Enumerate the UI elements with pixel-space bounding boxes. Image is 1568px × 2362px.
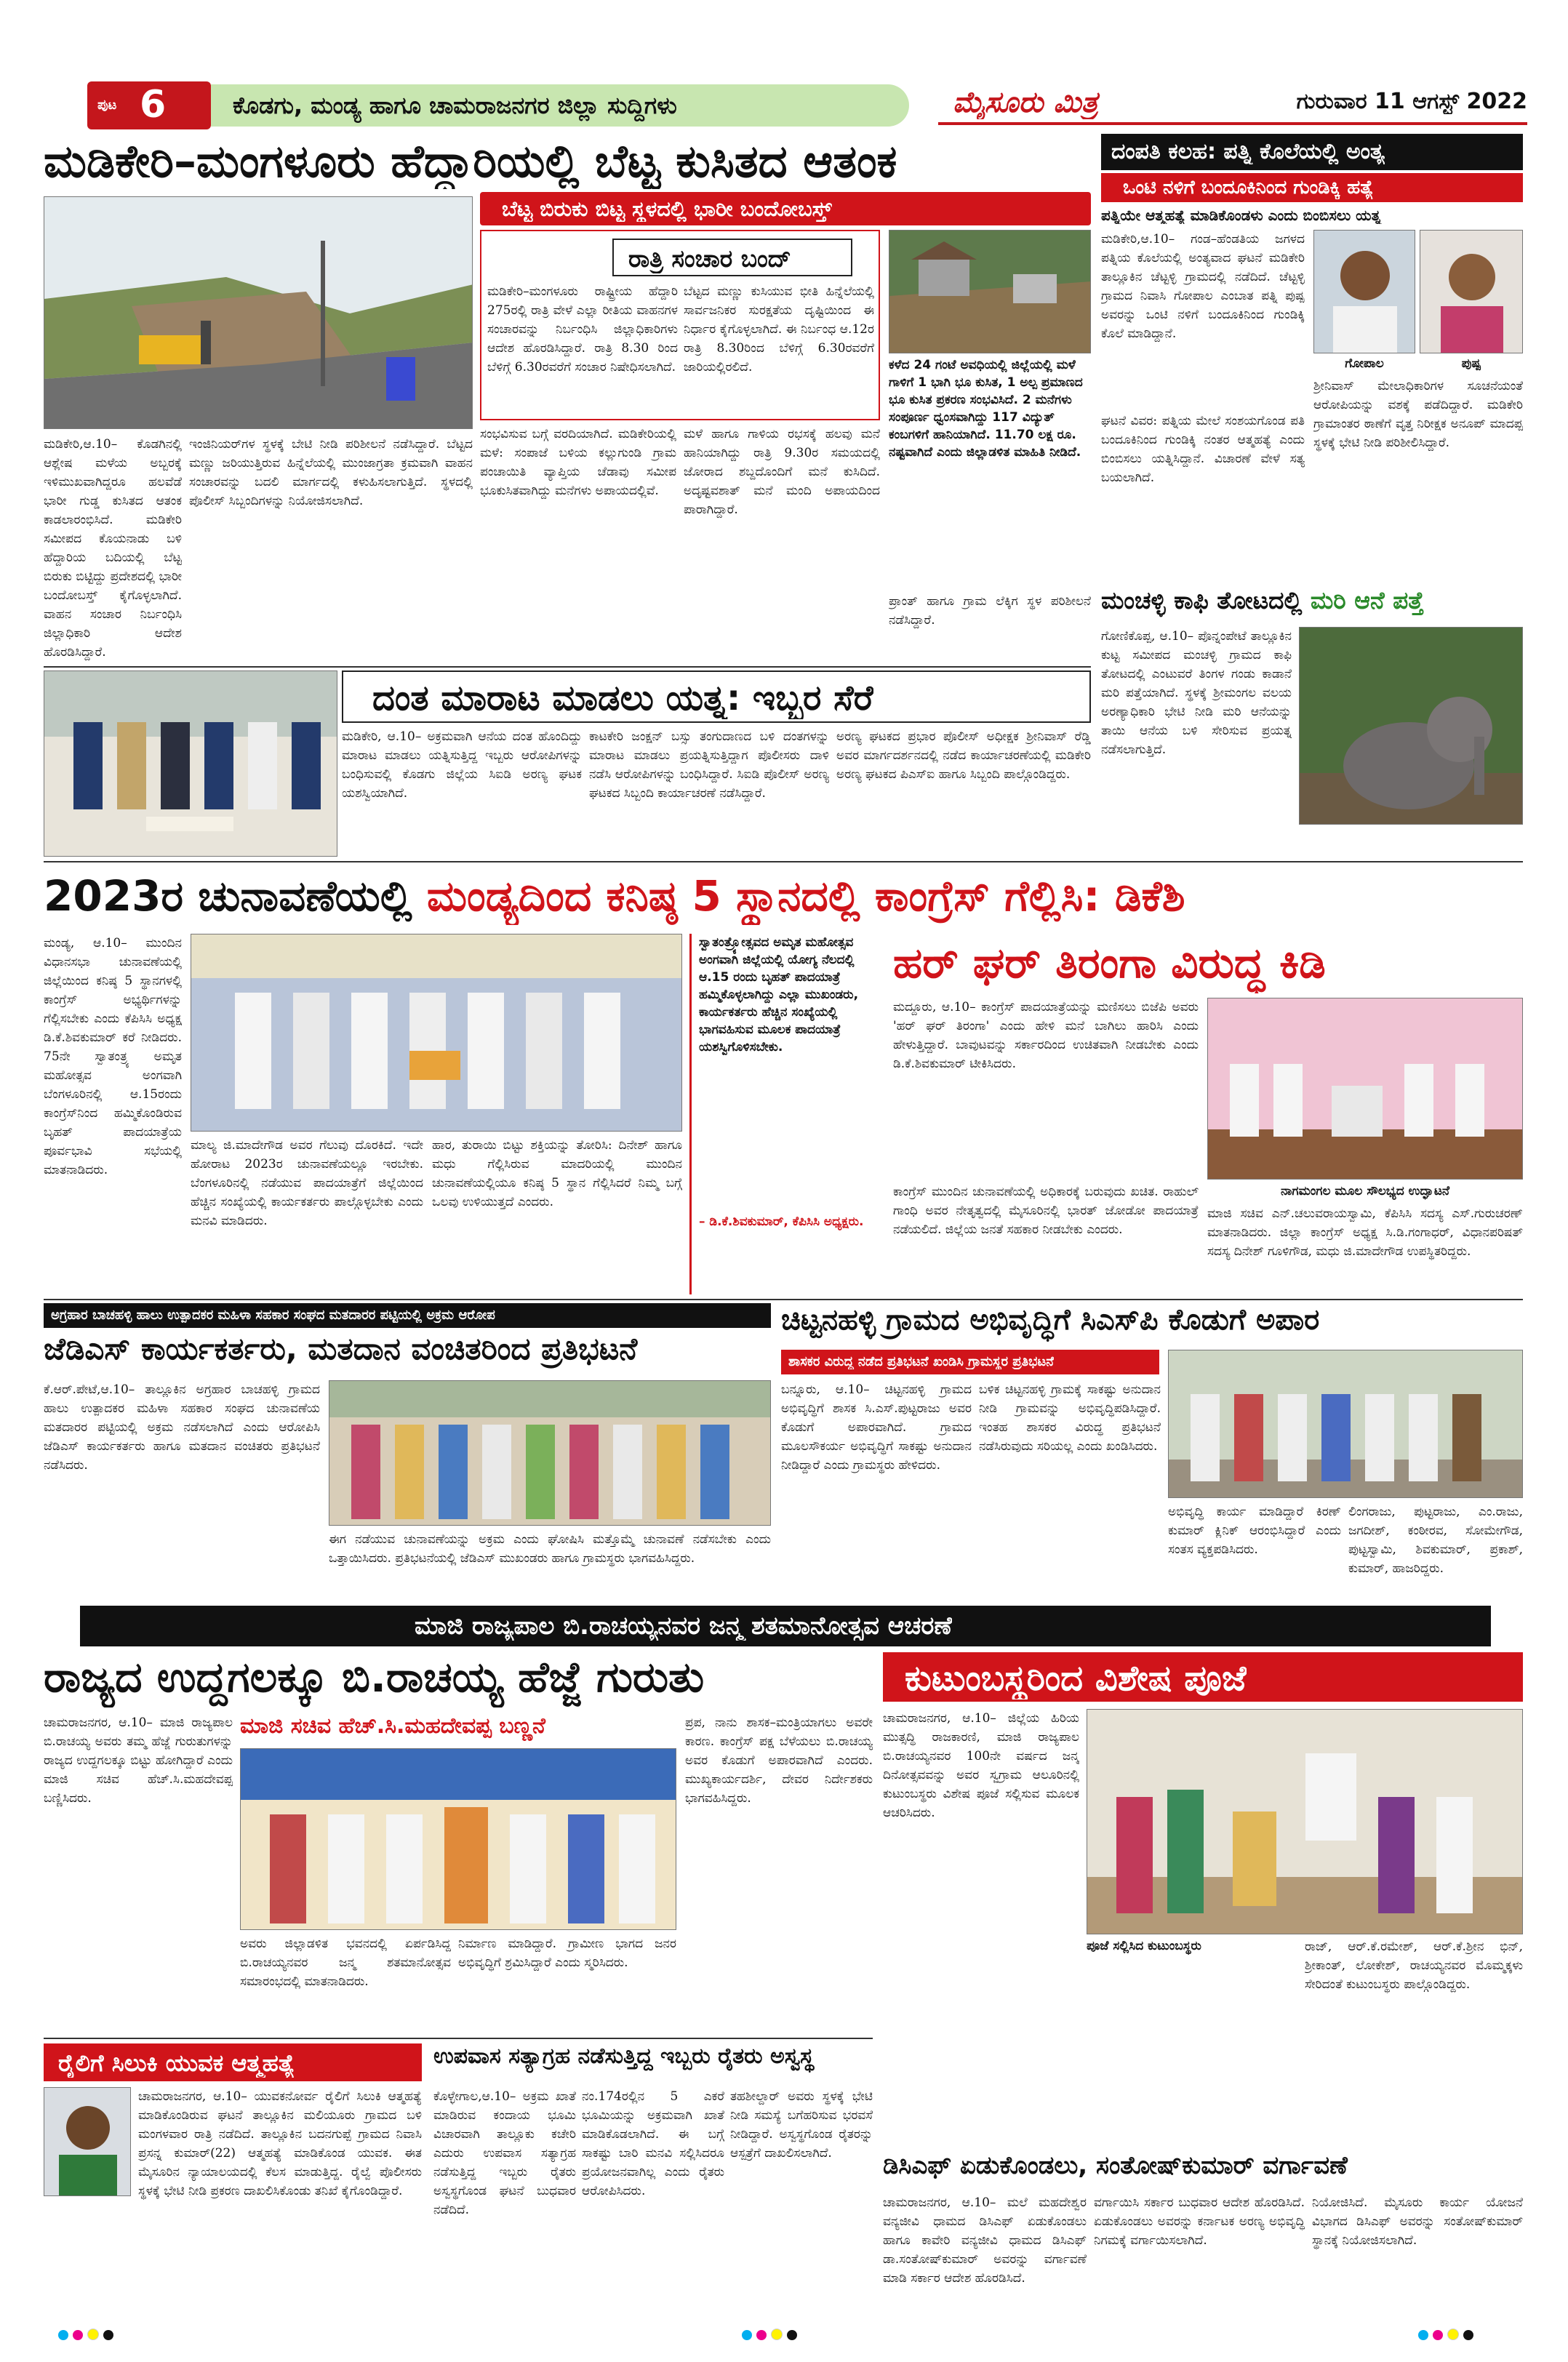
story11-headline-bar (44, 2043, 422, 2081)
story3-body: ಗೋಣಿಕೊಪ್ಪ, ಆ.10– ಪೊನ್ನಂಪೇಟೆ ತಾಲ್ಲೂಕಿನ ಕುಟ್ಟ ಸಮೀಪದ ಮಂಚಳ್ಳಿ ಗ್ರಾಮದ ಕಾಫಿ ತೋಟದಲ್ಲಿ ಎಂಟುವರೆ ತಿಂಗಳ ಗಂಡು ಕಾಡಾನೆ ಮರಿ ಪತ್ತೆಯಾಗಿದೆ. ಸ್ಥಳಕ್ಕೆ ಶ್ರೀಮಂಗಲ ವಲಯ ಅರಣ್ಯಾಧಿಕಾರಿ ಭೇಟಿ ನೀಡಿ ಮರಿ ಆನೆಯನ್ನು ತಾಯಿ ಆನೆಯ ಬಳಿ ಸೇರಿಸುವ ಪ್ರಯತ್ನ ನಡೆಸಲಾಗುತ್ತಿದೆ. (1101, 629, 1292, 757)
story2-subhead-bar (1101, 173, 1523, 202)
story1-flood-caption: ಕಳೆದ 24 ಗಂಟೆ ಅವಧಿಯಲ್ಲಿ ಜಿಲ್ಲೆಯಲ್ಲಿ ಮಳೆ ಗಾಳಿಗೆ 1 ಭಾಗಿ ಭೂ ಕುಸಿತ, 1 ಅಲ್ಪ ಪ್ರಮಾಣದ ಭೂ ಕುಸಿತ ಪ್ರಕರಣ ಸಂಭವಿಸಿದೆ. 2 ಮನೆಗಳು ಸಂಪೂರ್ಣ ಧ್ವಂಸವಾಗಿದ್ದು 117 ವಿದ್ಯುತ್ ಕಂಬಗಳಿಗೆ ಹಾನಿಯಾಗಿದೆ. 11.70 ಲಕ್ಷ ರೂ. ನಷ್ಟವಾಗಿದೆ ಎಂದು ಜಿಲ್ಲಾಡಳಿತ ಮಾಹಿತಿ ನೀಡಿದೆ. (889, 358, 1083, 460)
story8-photo-villagers (1168, 1350, 1523, 1498)
page-number: 6 (140, 83, 167, 127)
story7-kicker: ಅಗ್ರಹಾರ ಬಾಚಹಳ್ಳಿ ಹಾಲು ಉತ್ಪಾದಕರ ಮಹಿಳಾ ಸಹಕಾರ ಸಂಘದ ಮತದಾರರ ಪಟ್ಟಿಯಲ್ಲಿ ಅಕ್ರಮ ಆರೋಪ (51, 1308, 495, 1323)
story6-photo-caption: ನಾಗಮಂಗಲ ಮೂಲ ಸೌಲಭ್ಯದ ಉದ್ಘಾಟನೆ (1280, 1184, 1450, 1198)
story5-col1: ಮಂಡ್ಯ, ಆ.10– ಮುಂದಿನ ವಿಧಾನಸಭಾ ಚುನಾವಣೆಯಲ್ಲಿ ಜಿಲ್ಲೆಯಿಂದ ಕನಿಷ್ಠ 5 ಸ್ಥಾನಗಳಲ್ಲಿ ಕಾಂಗ್ರೆಸ್ ಅಭ್ಯರ್ಥಿಗಳನ್ನು ಗೆಲ್ಲಿಸಬೇಕು ಎಂದು ಕೆಪಿಸಿಸಿ ಅಧ್ಯಕ್ಷ ಡಿ.ಕೆ.ಶಿವಕುಮಾರ್ ಕರೆ ನೀಡಿದರು. 75ನೇ ಸ್ವಾತಂತ್ರ್ಯ ಅಮೃತ ಮಹೋತ್ಸವ ಅಂಗವಾಗಿ ಬೆಂಗಳೂರಿನಲ್ಲಿ ಆ.15ರಂದು ಕಾಂಗ್ರೆಸ್‌ನಿಂದ ಹಮ್ಮಿಕೊಂಡಿರುವ ಬೃಹತ್ ಪಾದಯಾತ್ರೆಯ ಪೂರ್ವಭಾವಿ ಸಭೆಯಲ್ಲಿ ಮಾತನಾಡಿದರು. (44, 936, 182, 1177)
story2-photo-gopala (1313, 230, 1415, 353)
story9-col1: ಚಾಮರಾಜನಗರ, ಆ.10– ಮಾಜಿ ರಾಜ್ಯಪಾಲ ಬಿ.ರಾಚಯ್ಯ ಅವರು ತಮ್ಮ ಹೆಜ್ಜೆ ಗುರುತುಗಳನ್ನು ರಾಜ್ಯದ ಉದ್ದಗಲಕ್ಕೂ ಬಿಟ್ಟು ಹೋಗಿದ್ದಾರೆ ಎಂದು ಮಾಜಿ ಸಚಿವ ಹೆಚ್.ಸಿ.ಮಹದೇವಪ್ಪ ಬಣ್ಣಿಸಿದರು. (44, 1716, 233, 1806)
pushpa-portrait-image (1420, 231, 1523, 353)
story7-col2: ಈಗ ನಡೆಯುವ ಚುನಾವಣೆಯನ್ನು ಅಕ್ರಮ ಎಂದು ಘೋಷಿಸಿ ಮತ್ತೊಮ್ಮೆ ಚುನಾವಣೆ ನಡೆಸಬೇಕು ಎಂದು ಒತ್ತಾಯಿಸಿದರು. ಪ್ರತಿಭಟನೆಯಲ್ಲಿ ಜೆಡಿಎಸ್ ಮುಖಂಡರು ಹಾಗೂ ಗ್ರಾಮಸ್ಥರು ಭಾಗವಹಿಸಿದ್ದರು. (329, 1532, 771, 1566)
magenta-dot (756, 2330, 767, 2340)
story6-headline: ಹರ್ ಘರ್ ತಿರಂಗಾ ವಿರುದ್ಧ ಕಿಡಿ (893, 938, 1326, 988)
story10-headline-bar (883, 1652, 1523, 1702)
centenary-banner-text: ಮಾಜಿ ರಾಜ್ಯಪಾಲ ಬಿ.ರಾಚಯ್ಯನವರ ಜನ್ಮ ಶತಮಾನೋತ್ಸವ ಆಚರಣೆ (415, 1612, 953, 1641)
cyan-dot (1418, 2330, 1428, 2340)
story1-box-title-bar (612, 239, 852, 276)
story1-night-closure-box (480, 230, 880, 420)
villagers-group-image (1169, 1350, 1523, 1498)
family-pooja-image (1087, 1710, 1523, 1934)
centenary-ceremony-image (241, 1749, 676, 1930)
masthead-rule (938, 122, 1527, 125)
story6-body1: ಮದ್ದೂರು, ಆ.10– ಕಾಂಗ್ರೆಸ್ ಪಾದಯಾತ್ರೆಯನ್ನು ಮಣಿಸಲು ಬಿಜೆಪಿ ಅವರು 'ಹರ್ ಘರ್ ತಿರಂಗಾ' ಎಂದು ಹೇಳಿ ಮನೆ ಬಾಗಿಲು ಹಾರಿಸಿ ಎಂದು ಹೇಳುತ್ತಿದ್ದಾರೆ. ಬಾವುಟವನ್ನು ಸರ್ಕಾರದಿಂದ ಉಚಿತವಾಗಿ ನೀಡಬೇಕು ಎಂದು ಡಿ.ಕೆ.ಶಿವಕುಮಾರ್ ಟೀಕಿಸಿದರು. (893, 1000, 1199, 1071)
story8-col2: ಬಳಿಕ ಚಿಟ್ಟನಹಳ್ಳಿ ಗ್ರಾಮಕ್ಕೆ ಸಾಕಷ್ಟು ಅನುದಾನ ನೀಡಿ ಗ್ರಾಮವನ್ನು ಅಭಿವೃದ್ಧಿಪಡಿಸಿದ್ದಾರೆ. ಇಂತಹ ಶಾಸಕರ ವಿರುದ್ಧ ಪ್ರತಿಭಟನೆ ನಡೆಸಿರುವುದು ಸರಿಯಲ್ಲ ಎಂದು ಖಂಡಿಸಿದರು. (979, 1382, 1161, 1454)
highway-landslide-image (44, 197, 473, 429)
story13-col3: ನಿಯೋಜಿಸಿದೆ. ಮೈಸೂರು ಕಾರ್ಯ ಯೋಜನೆ ವಿಭಾಗದ ಡಿಸಿಎಫ್ ಅವರನ್ನು ಸಂತೋಷ್‌ಕುಮಾರ್ ಸ್ಥಾನಕ್ಕೆ ನಿಯೋಜಿಸಲಾಗಿದೆ. (1312, 2195, 1523, 2248)
victim-portrait-image (44, 2088, 131, 2196)
story5-quote: ಸ್ವಾತಂತ್ರ್ಯೋತ್ಸವದ ಅಮೃತ ಮಹೋತ್ಸವ ಅಂಗವಾಗಿ ಜಿಲ್ಲೆಯಲ್ಲಿ ಯೋಗ್ಯ ನೆಲದಲ್ಲಿ ಆ.15 ರಂದು ಬೃಹತ್ ಪಾದಯಾತ್ರೆ ಹಮ್ಮಿಕೊಳ್ಳಲಾಗಿದ್ದು ಎಲ್ಲಾ ಮುಖಂಡರು, ಕಾರ್ಯಕರ್ತರು ಹೆಚ್ಚಿನ ಸಂಖ್ಯೆಯಲ್ಲಿ ಭಾಗವಹಿಸುವ ಮೂಲಕ ಪಾದಯಾತ್ರೆ ಯಶಸ್ವಿಗೊಳಿಸಬೇಕು. (699, 935, 859, 1054)
story1-headline: ಮಡಿಕೇರಿ–ಮಂಗಳೂರು ಹೆದ್ದಾರಿಯಲ್ಲಿ ಬೆಟ್ಟ ಕುಸಿತದ ಆತಂಕ (44, 135, 897, 188)
gopala-portrait-image (1314, 231, 1415, 353)
divider-row1 (44, 666, 1091, 668)
story1-box-title: ರಾತ್ರಿ ಸಂಚಾರ ಬಂದ್ (628, 244, 791, 273)
story4-headline: ದಂತ ಮಾರಾಟ ಮಾಡಲು ಯತ್ನ: ಇಬ್ಬರ ಸೆರೆ (372, 678, 873, 718)
registration-dots-right (1418, 2329, 1505, 2343)
cyan-dot (742, 2330, 752, 2340)
story4-photo-arrest (44, 670, 337, 857)
story9-col3: ಅವರು ಜಿಲ್ಲಾಡಳಿತ ಭವನದಲ್ಲಿ ಏರ್ಪಡಿಸಿದ್ದ ಬಿ.ರಾಚಯ್ಯನವರ ಜನ್ಮ ಶತಮಾನೋತ್ಸವ ಸಮಾರಂಭದಲ್ಲಿ ಮಾತನಾಡಿದರು. (240, 1937, 451, 1989)
issue-date: ಗುರುವಾರ 11 ಆಗಸ್ಟ್ 2022 (1296, 89, 1527, 114)
story2-caption-gopala: ಗೋಪಾಲ (1345, 356, 1384, 371)
story7-kicker-bar (44, 1303, 771, 1328)
story3-photo-elephant (1299, 627, 1523, 825)
story2-kicker: ಪತ್ನಿಯೇ ಆತ್ಮಹತ್ಯೆ ಮಾಡಿಕೊಂಡಳು ಎಂದು ಬಿಂಬಿಸಲು ಯತ್ನ (1101, 207, 1381, 224)
story1-col2: ಇಂಜಿನಿಯರ್‌ಗಳ ಸ್ಥಳಕ್ಕೆ ಬೇಟಿ ನೀಡಿ ಪರಿಶೀಲನೆ ನಡೆಸಿದ್ದಾರೆ. ಬೆಟ್ಟದ ಮಣ್ಣು ಜರಿಯುತ್ತಿರುವ ಹಿನ್ನೆಲೆಯಲ್ಲಿ ಮುಂಜಾಗ್ರತಾ ಕ್ರಮವಾಗಿ ವಾಹನ ಸಂಚಾರವನ್ನು ಬದಲಿ ಮಾರ್ಗದಲ್ಲಿ ಕಳುಹಿಸಲಾಗುತ್ತಿದೆ. ಸ್ಥಳದಲ್ಲಿ ಪೊಲೀಸ್ ಸಿಬ್ಬಂದಿಗಳನ್ನು ನಿಯೋಜಿಸಲಾಗಿದೆ. (189, 437, 473, 508)
story4-col2: ಕಾಟಕೇರಿ ಜಂಕ್ಷನ್ ಬಸ್ಸು ತಂಗುದಾಣದ ಬಳಿ ದಂತಗಳನ್ನು ಮಾರಾಟ ಮಾಡಲು ಪ್ರಯತ್ನಿಸುತ್ತಿದ್ದಾಗ ಪೊಲೀಸರು ದಾಳಿ ನಡೆಸಿ ಆರೋಪಿಗಳನ್ನು ಬಂಧಿಸಿದ್ದಾರೆ. ಸಿಐಡಿ ಪೊಲೀಸ್ ಅರಣ್ಯ ಘಟಕದ ಸಿಬ್ಬಂದಿ ಕಾರ್ಯಾಚರಣೆ ನಡೆಸಿದ್ದಾರೆ. (589, 729, 829, 801)
section-title: ಕೊಡಗು, ಮಂಡ್ಯ ಹಾಗೂ ಚಾಮರಾಜನಗರ ಜಿಲ್ಲಾ ಸುದ್ದಿಗಳು (233, 92, 677, 119)
page-number-badge (87, 81, 211, 129)
divider-row3 (44, 1299, 1523, 1300)
story8-headline: ಚಿಟ್ಟನಹಳ್ಳಿ ಗ್ರಾಮದ ಅಭಿವೃದ್ಧಿಗೆ ಸಿಎಸ್‌ಪಿ ಕೊಡುಗೆ ಅಪಾರ (781, 1303, 1320, 1337)
story9-photo-ceremony (240, 1748, 676, 1930)
magenta-dot (1433, 2330, 1443, 2340)
story1-col4: ಮಳೆ ಹಾಗೂ ಗಾಳಿಯ ರಭಸಕ್ಕೆ ಹಲವು ಮನೆ ಹಾನಿಯಾಗಿದ್ದು ರಾತ್ರಿ 9.30ರ ಸಮಯದಲ್ಲಿ ಜೋರಾದ ಶಬ್ದದೊಂದಿಗೆ ಮನೆ ಕುಸಿದಿದೆ. ಅದೃಷ್ಟವಶಾತ್ ಮನೆ ಮಂದಿ ಅಪಾಯದಿಂದ ಪಾರಾಗಿದ್ದಾರೆ. (684, 427, 880, 517)
story9-col4: ನಿರ್ಮಾಣ ಮಾಡಿದ್ದಾರೆ. ಗ್ರಾಮೀಣ ಭಾಗದ ಜನರ ಅಭಿವೃದ್ಧಿಗೆ ಶ್ರಮಿಸಿದ್ದಾರೆ ಎಂದು ಸ್ಮರಿಸಿದರು. (458, 1937, 676, 1970)
story9-col2: ಪ್ರಪ, ನಾನು ಶಾಸಕ–ಮಂತ್ರಿಯಾಗಲು ಅವರೇ ಕಾರಣ. ಕಾಂಗ್ರೆಸ್ ಪಕ್ಷ ಬೆಳೆಯಲು ಬಿ.ರಾಚಯ್ಯ ಅವರ ಕೊಡುಗೆ ಅಪಾರವಾಗಿದೆ ಎಂದರು. ಮುಖ್ಯಕಾರ್ಯದರ್ಶಿ, ದೇವರ ನಿರ್ದೇಶಕರು ಭಾಗವಹಿಸಿದ್ದರು. (685, 1716, 873, 1806)
story1-col3: ಸಂಭವಿಸುವ ಬಗ್ಗೆ ವರದಿಯಾಗಿದೆ. ಮಡಿಕೇರಿಯಲ್ಲಿ ಮಳೆ: ಸಂಪಾಜೆ ಬಳಿಯ ಕಲ್ಲುಗುಂಡಿ ಗ್ರಾಮ ಪಂಚಾಯಿತಿ ವ್ಯಾಪ್ತಿಯ ಚೆಡಾವು ಸಮೀಪ ಭೂಕುಸಿತವಾಗಿದ್ದು ಮನೆಗಳು ಅಪಾಯದಲ್ಲಿವೆ. (480, 427, 676, 498)
story8-col3: ಲಿಂಗರಾಜು, ಪುಟ್ಟರಾಜು, ಎಂ.ರಾಜು, ಜಗದೀಶ್, ಕಂಠೀರವ, ಸೋಮೇಗೌಡ, ಪುಟ್ಟಸ್ವಾಮಿ, ಶಿವಕುಮಾರ್, ಪ್ರಕಾಶ್, ಕುಮಾರ್, ಹಾಜರಿದ್ದರು. (1348, 1505, 1523, 1576)
story3-headline-green: ಮರಿ ಆನೆ ಪತ್ತೆ (1310, 586, 1424, 614)
registration-dots-left (58, 2329, 145, 2343)
nagamangala-stage-image (1208, 998, 1523, 1180)
story5-quote-attrib: – ಡಿ.ಕೆ.ಶಿವಕುಮಾರ್, ಕೆಪಿಸಿಸಿ ಅಧ್ಯಕ್ಷರು. (699, 1214, 864, 1229)
story13-headline: ಡಿಸಿಎಫ್ ಏಡುಕೊಂಡಲು, ಸಂತೋಷ್‌ಕುಮಾರ್ ವರ್ಗಾವಣೆ (883, 2151, 1348, 2180)
story12-col3: ತಹಶೀಲ್ದಾರ್ ಅವರು ಸ್ಥಳಕ್ಕೆ ಭೇಟಿ ನೀಡಿ ಸಮಸ್ಯೆ ಬಗೆಹರಿಸುವ ಭರವಸೆ ನೀಡಿದ್ದಾರೆ. ಅಸ್ವಸ್ಥಗೊಂಡ ರೈತರನ್ನು ಆಸ್ಪತ್ರೆಗೆ ದಾಖಲಿಸಲಾಗಿದೆ. (730, 2089, 873, 2161)
story8-kicker-bar (781, 1350, 1159, 1374)
congress-meeting-image (191, 934, 682, 1132)
black-dot (1463, 2330, 1473, 2340)
story3-headline-black: ಮಂಚಳ್ಳಿ ಕಾಫಿ ತೋಟದಲ್ಲಿ (1101, 586, 1303, 614)
story2-body1: ಮಡಿಕೇರಿ,ಆ.10– ಗಂಡ–ಹೆಂಡತಿಯ ಜಗಳದ ಪತ್ನಿಯ ಕೊಲೆಯಲ್ಲಿ ಅಂತ್ಯವಾದ ಘಟನೆ ಮಡಿಕೇರಿ ತಾಲ್ಲೂಕಿನ ಚೆಟ್ಟಳ್ಳಿ ಗ್ರಾಮದಲ್ಲಿ ನಡೆದಿದೆ. ಚೆಟ್ಟಳ್ಳಿ ಗ್ರಾಮದ ನಿವಾಸಿ ಗೋಪಾಲ ಎಂಬಾತ ಪತ್ನಿ ಪುಷ್ಪ ಅವರನ್ನು ಒಂಟಿ ನಳಿಗೆ ಬಂದೂಕಿನಿಂದ ಗುಂಡಿಕ್ಕಿ ಕೊಲೆ ಮಾಡಿದ್ದಾನೆ. (1101, 232, 1305, 341)
story1-subhead: ಬೆಟ್ಟ ಬಿರುಕು ಬಿಟ್ಟ ಸ್ಥಳದಲ್ಲಿ ಭಾರೀ ಬಂದೋಬಸ್ತ್ (502, 196, 832, 221)
section-title-bar (211, 84, 909, 127)
ivory-arrest-group-image (44, 671, 337, 857)
story1-box-col1: ಮಡಿಕೇರಿ–ಮಂಗಳೂರು ರಾಷ್ಟ್ರೀಯ ಹೆದ್ದಾರಿ 275ರಲ್ಲಿ ರಾತ್ರಿ ವೇಳೆ ಎಲ್ಲಾ ರೀತಿಯ ವಾಹನಗಳ ಸಂಚಾರವನ್ನು ನಿರ್ಬಂಧಿಸಿ ಜಿಲ್ಲಾಧಿಕಾರಿಗಳು ಆದೇಶ ಹೊರಡಿಸಿದ್ದಾರೆ. ರಾತ್ರಿ 8.30 ರಿಂದ ಬೆಳಿಗ್ಗೆ 6.30ರವರೆಗೆ ಸಂಚಾರ ನಿಷೇಧಿಸಲಾಗಿದೆ. (487, 284, 678, 375)
story10-headline: ಕುಟುಂಬಸ್ಥರಿಂದ ವಿಶೇಷ ಪೂಜೆ (905, 1658, 1247, 1699)
yellow-dot (771, 2329, 783, 2340)
story8-photo-caption: ಅಭಿವೃದ್ಧಿ ಕಾರ್ಯ ಮಾಡಿದ್ದಾರೆ ಕಿರಣ್ ಕುಮಾರ್ ಕ್ಲಿನಿಕ್ ಆರಂಭಿಸಿದ್ದಾರೆ ಎಂದು ಸಂತಸ ವ್ಯಕ್ತಪಡಿಸಿದರು. (1168, 1505, 1341, 1557)
baby-elephant-image (1300, 628, 1523, 825)
story6-photo-stage (1207, 998, 1523, 1180)
story11-body: ಚಾಮರಾಜನಗರ, ಆ.10– ಯುವಕನೋರ್ವ ರೈಲಿಗೆ ಸಿಲುಕಿ ಆತ್ಮಹತ್ಯೆ ಮಾಡಿಕೊಂಡಿರುವ ಘಟನೆ ತಾಲ್ಲೂಕಿನ ಮಲಿಯೂರು ಗ್ರಾಮದ ಬಳಿ ಮಂಗಳವಾರ ರಾತ್ರಿ ನಡೆದಿದೆ. ತಾಲ್ಲೂಕಿನ ಬದನಗುಪ್ಪೆ ಗ್ರಾಮದ ನಿವಾಸಿ ಪ್ರಸನ್ನ ಕುಮಾರ್(22) ಆತ್ಮಹತ್ಯೆ ಮಾಡಿಕೊಂಡ ಯುವಕ. ಈತ ಮೈಸೂರಿನ ನ್ಯಾಯಾಲಯದಲ್ಲಿ ಕೆಲಸ ಮಾಡುತ್ತಿದ್ದ. ರೈಲ್ವೆ ಪೊಲೀಸರು ಸ್ಥಳಕ್ಕೆ ಭೇಟಿ ನೀಡಿ ಪ್ರಕರಣ ದಾಖಲಿಸಿಕೊಂಡು ತನಿಖೆ ಕೈಗೊಂಡಿದ್ದಾರೆ. (138, 2089, 422, 2198)
story2-photo-pushpa (1420, 230, 1523, 353)
divider-row4 (44, 2038, 873, 2039)
story5-headline-black: 2023ರ ಚುನಾವಣೆಯಲ್ಲಿ (44, 871, 412, 921)
centenary-banner (80, 1606, 1491, 1646)
story13-col1: ಚಾಮರಾಜನಗರ, ಆ.10– ಮಲೆ ಮಹದೇಶ್ವರ ವನ್ಯಜೀವಿ ಧಾಮದ ಡಿಸಿಎಫ್ ಏಡುಕೊಂಡಲು ಹಾಗೂ ಕಾವೇರಿ ವನ್ಯಜೀವಿ ಧಾಮದ ಡಿಸಿಎಫ್ ಡಾ.ಸಂತೋಷ್‌ಕುಮಾರ್ ಅವರನ್ನು ವರ್ಗಾವಣೆ ಮಾಡಿ ಸರ್ಕಾರ ಆದೇಶ ಹೊರಡಿಸಿದೆ. (883, 2195, 1087, 2286)
story7-headline: ಜೆಡಿಎಸ್ ಕಾರ್ಯಕರ್ತರು, ಮತದಾನ ವಂಚಿತರಿಂದ ಪ್ರತಿಭಟನೆ (44, 1331, 638, 1366)
story8-kicker: ಶಾಸಕರ ವಿರುದ್ಧ ನಡೆದ ಪ್ರತಿಭಟನೆ ಖಂಡಿಸಿ ಗ್ರಾಮಸ್ಥರ ಪ್ರತಿಭಟನೆ (788, 1354, 1054, 1369)
story2-caption-pushpa: ಪುಷ್ಪ (1461, 356, 1481, 371)
story13-col2: ವರ್ಗಾಯಿಸಿ ಸರ್ಕಾರ ಬುಧವಾರ ಆದೇಶ ಹೊರಡಿಸಿದೆ. ಏಡುಕೊಂಡಲು ಅವರನ್ನು ಕರ್ನಾಟಕ ಅರಣ್ಯ ಅಭಿವೃದ್ಧಿ ನಿಗಮಕ್ಕೆ ವರ್ಗಾಯಿಸಲಾಗಿದೆ. (1094, 2195, 1305, 2248)
story5-headline-red: ಮಂಡ್ಯದಿಂದ ಕನಿಷ್ಠ 5 ಸ್ಥಾನದಲ್ಲಿ ಕಾಂಗ್ರೆಸ್ ಗೆಲ್ಲಿಸಿ: ಡಿಕೆಶಿ (426, 871, 1185, 921)
story4-headline-box (342, 670, 1091, 723)
black-dot (103, 2330, 113, 2340)
story1-photo-flood (889, 230, 1091, 353)
story5-col3: ಹಾರ, ತುರಾಯಿ ಬಿಟ್ಟು ಶಕ್ತಿಯನ್ನು ತೋರಿಸಿ: ದಿನೇಶ್ ಹಾಗೂ ಮಧು ಗೆಲ್ಲಿಸಿರುವ ಮಾದರಿಯಲ್ಲಿ ಮುಂದಿನ ಚುನಾವಣೆಯಲ್ಲಿಯೂ ಕನಿಷ್ಠ 5 ಸ್ಥಾನ ಗೆಲ್ಲಿಸಿದರೆ ನಿಮ್ಮ ಬಗ್ಗೆ ಒಲವು ಉಳಿಯುತ್ತದೆ ಎಂದರು. (432, 1138, 682, 1209)
story10-col1: ಚಾಮರಾಜನಗರ, ಆ.10– ಜಿಲ್ಲೆಯ ಹಿರಿಯ ಮುತ್ಸದ್ಧಿ ರಾಜಕಾರಣಿ, ಮಾಜಿ ರಾಜ್ಯಪಾಲ ಬಿ.ರಾಚಯ್ಯನವರ 100ನೇ ವರ್ಷದ ಜನ್ಮ ದಿನೋತ್ಸವವನ್ನು ಅವರ ಸ್ವಗ್ರಾಮ ಆಲೂರಿನಲ್ಲಿ ಕುಟುಂಬಸ್ಥರು ವಿಶೇಷ ಪೂಜೆ ಸಲ್ಲಿಸುವ ಮೂಲಕ ಆಚರಿಸಿದರು. (883, 1711, 1079, 1820)
story5-col2: ಮಾಲ್ಯ ಜಿ.ಮಾದೇಗೌಡ ಅವರ ಗೆಲುವು ದೊರಕಿದೆ. ಇದೇ ಹೋರಾಟ 2023ರ ಚುನಾವಣೆಯಲ್ಲೂ ಇರಬೇಕು. ಬೆಂಗಳೂರಿನಲ್ಲಿ ನಡೆಯುವ ಪಾದಯಾತ್ರೆಗೆ ಜಿಲ್ಲೆಯಿಂದ ಹೆಚ್ಚಿನ ಸಂಖ್ಯೆಯಲ್ಲಿ ಕಾರ್ಯಕರ್ತರು ಪಾಲ್ಗೊಳ್ಳಬೇಕು ಎಂದು ಮನವಿ ಮಾಡಿದರು. (191, 1138, 423, 1228)
jds-protest-image (329, 1381, 771, 1526)
magenta-dot (73, 2330, 83, 2340)
story7-col1: ಕೆ.ಆರ್.ಪೇಟೆ,ಆ.10– ತಾಲ್ಲೂಕಿನ ಅಗ್ರಹಾರ ಬಾಚಹಳ್ಳಿ ಗ್ರಾಮದ ಹಾಲು ಉತ್ಪಾದಕರ ಮಹಿಳಾ ಸಹಕಾರ ಸಂಘದ ಚುನಾವಣೆಯ ಮತದಾರರ ಪಟ್ಟಿಯಲ್ಲಿ ಅಕ್ರಮ ನಡೆಸಲಾಗಿದೆ ಎಂದು ಆರೋಪಿಸಿ ಜೆಡಿಎಸ್ ಕಾರ್ಯಕರ್ತರು ಹಾಗೂ ಮತದಾನ ವಂಚಿತರು ಪ್ರತಿಭಟನೆ ನಡೆಸಿದರು. (44, 1382, 320, 1473)
story12-headline: ಉಪವಾಸ ಸತ್ಯಾಗ್ರಹ ನಡೆಸುತ್ತಿದ್ದ ಇಬ್ಬರು ರೈತರು ಅಸ್ವಸ್ಥ (433, 2043, 815, 2069)
story11-headline: ರೈಲಿಗೆ ಸಿಲುಕಿ ಯುವಕ ಆತ್ಮಹತ್ಯೆ (58, 2049, 295, 2077)
story6-body2: ಕಾಂಗ್ರೆಸ್ ಮುಂದಿನ ಚುನಾವಣೆಯಲ್ಲಿ ಅಧಿಕಾರಕ್ಕೆ ಬರುವುದು ಖಚಿತ. ರಾಹುಲ್ ಗಾಂಧಿ ಅವರ ನೇತೃತ್ವದಲ್ಲಿ ಮೈಸೂರಿನಲ್ಲಿ ಭಾರತ್ ಜೋಡೋ ಪಾದಯಾತ್ರೆ ನಡೆಯಲಿದೆ. ಜಿಲ್ಲೆಯ ಜನತೆ ಸಹಕಾರ ನೀಡಬೇಕು ಎಂದರು. (893, 1185, 1199, 1237)
story6-body3: ಮಾಜಿ ಸಚಿವ ಎನ್.ಚಲುವರಾಯಸ್ವಾಮಿ, ಕೆಪಿಸಿಸಿ ಸದಸ್ಯ ಎಸ್.ಗುರುಚರಣ್ ಮಾತನಾಡಿದರು. ಜಿಲ್ಲಾ ಕಾಂಗ್ರೆಸ್ ಅಧ್ಯಕ್ಷ ಸಿ.ಡಿ.ಗಂಗಾಧರ್, ವಿಧಾನಪರಿಷತ್ ಸದಸ್ಯ ದಿನೇಶ್ ಗೂಳಿಗೌಡ, ಮಧು ಜಿ.ಮಾದೇಗೌಡ ಉಪಸ್ಥಿತರಿದ್ದರು. (1207, 1206, 1523, 1259)
story10-photo-pooja (1087, 1709, 1523, 1934)
story4-col3: ಅರಣ್ಯ ಘಟಕದ ಪ್ರಭಾರ ಪೊಲೀಸ್ ಅಧೀಕ್ಷಕ ಶ್ರೀನಿವಾಸ್ ರೆಡ್ಡಿ ಅವರ ಮಾರ್ಗದರ್ಶನದಲ್ಲಿ ನಡೆದ ಕಾರ್ಯಾಚರಣೆಯಲ್ಲಿ ಮಡಿಕೇರಿ ಅರಣ್ಯ ಘಟಕದ ಪಿಎಸ್ಐ ಹಾಗೂ ಸಿಬ್ಬಂದಿ ಪಾಲ್ಗೊಂಡಿದ್ದರು. (836, 729, 1091, 782)
story2-body3: ಘಟನೆ ವಿವರ: ಪತ್ನಿಯ ಮೇಲೆ ಸಂಶಯಗೊಂಡ ಪತಿ ಬಂದೂಕಿನಿಂದ ಗುಂಡಿಕ್ಕಿ ನಂತರ ಆತ್ಮಹತ್ಯೆ ಎಂದು ಬಿಂಬಿಸಲು ಯತ್ನಿಸಿದ್ದಾನೆ. ವಿಚಾರಣೆ ವೇಳೆ ಸತ್ಯ ಬಯಲಾಗಿದೆ. (1101, 414, 1305, 485)
story9-subhead: ಮಾಜಿ ಸಚಿವ ಹೆಚ್.ಸಿ.ಮಹದೇವಪ್ಪ ಬಣ್ಣನೆ (240, 1713, 545, 1739)
divider-row2 (44, 861, 1523, 862)
story2-body2: ಶ್ರೀನಿವಾಸ್ ಮೇಲಾಧಿಕಾರಿಗಳ ಸೂಚನೆಯಂತೆ ಆರೋಪಿಯನ್ನು ವಶಕ್ಕೆ ಪಡೆದಿದ್ದಾರೆ. ಮಡಿಕೇರಿ ಗ್ರಾಮಾಂತರ ಠಾಣೆಗೆ ವೃತ್ತ ನಿರೀಕ್ಷಕ ಅನೂಪ್ ಮಾದಪ್ಪ ಸ್ಥಳಕ್ಕೆ ಭೇಟಿ ನೀಡಿ ಪರಿಶೀಲಿಸಿದ್ದಾರೆ. (1313, 379, 1523, 450)
story10-col2: ರಾಜ್, ಆರ್.ಕೆ.ರಮೇಶ್, ಆರ್.ಕೆ.ಶ್ರೀನ ಭಿನ್, ಶ್ರೀಕಾಂತ್, ಲೋಕೇಶ್, ರಾಚಯ್ಯನವರ ಮೊಮ್ಮಕ್ಕಳು ಸೇರಿದಂತೆ ಕುಟುಂಬಸ್ಥರು ಪಾಲ್ಗೊಂಡಿದ್ದರು. (1305, 1939, 1523, 1992)
story11-photo-victim (44, 2087, 131, 2196)
black-dot (787, 2330, 797, 2340)
story1-col5: ಪ್ರಾಂತ್ ಹಾಗೂ ಗ್ರಾಮ ಲೆಕ್ಕಿಗ ಸ್ಥಳ ಪರಿಶೀಲನೆ ನಡೆಸಿದ್ದಾರೆ. (889, 594, 1091, 628)
story5-photo-meeting (191, 934, 682, 1132)
story9-headline: ರಾಜ್ಯದ ಉದ್ದಗಲಕ್ಕೂ ಬಿ.ರಾಚಯ್ಯ ಹೆಜ್ಜೆ ಗುರುತು (44, 1652, 705, 1702)
story10-photo-caption: ಪೂಜೆ ಸಲ್ಲಿಸಿದ ಕುಟುಂಬಸ್ಥರು (1087, 1939, 1201, 1953)
story8-col1: ಬನ್ನೂರು, ಆ.10– ಚಿಟ್ಟನಹಳ್ಳಿ ಗ್ರಾಮದ ಅಭಿವೃದ್ಧಿಗೆ ಶಾಸಕ ಸಿ.ಎಸ್.ಪುಟ್ಟರಾಜು ಅವರ ಕೊಡುಗೆ ಅಪಾರವಾಗಿದೆ. ಗ್ರಾಮದ ಮೂಲಸೌಕರ್ಯ ಅಭಿವೃದ್ಧಿಗೆ ಸಾಕಷ್ಟು ಅನುದಾನ ನೀಡಿದ್ದಾರೆ ಎಂದು ಗ್ರಾಮಸ್ಥರು ಹೇಳಿದರು. (781, 1382, 972, 1473)
story2-label: ದಂಪತಿ ಕಲಹ: ಪತ್ನಿ ಕೊಲೆಯಲ್ಲಿ ಅಂತ್ಯ (1111, 139, 1385, 164)
story5-headline (44, 867, 1523, 925)
story1-box-col2: ಬೆಟ್ಟದ ಮಣ್ಣು ಕುಸಿಯುವ ಭೀತಿ ಹಿನ್ನೆಲೆಯಲ್ಲಿ ಸಾರ್ವಜನಿಕರ ಸುರಕ್ಷತೆಯ ದೃಷ್ಟಿಯಿಂದ ಈ ನಿರ್ಧಾರ ಕೈಗೊಳ್ಳಲಾಗಿದೆ. ಈ ನಿರ್ಬಂಧ ಆ.12ರ ರಾತ್ರಿ 8.30ರಿಂದ ಬೆಳಿಗ್ಗೆ 6.30ರವರೆಗೆ ಜಾರಿಯಲ್ಲಿರಲಿದೆ. (684, 284, 874, 375)
story3-headline (1101, 586, 1523, 624)
story2-label-bar (1101, 134, 1523, 170)
paper-name: ಮೈಸೂರು ಮಿತ್ರ (953, 86, 1098, 119)
registration-dots-center (742, 2329, 829, 2343)
page-label: ಪುಟ (97, 97, 117, 113)
story1-col1: ಮಡಿಕೇರಿ,ಆ.10– ಕೊಡಗಿನಲ್ಲಿ ಆಶ್ಲೇಷ ಮಳೆಯ ಅಬ್ಬರಕ್ಕೆ ಇಳಿಮುಖವಾಗಿದ್ದರೂ ಹಲವೆಡೆ ಭಾರೀ ಗುಡ್ಡ ಕುಸಿತದ ಆತಂಕ ಕಾಡಲಾರಂಭಿಸಿದೆ. ಮಡಿಕೇರಿ ಸಮೀಪದ ಕೊಯನಾಡು ಬಳಿ ಹೆದ್ದಾರಿಯ ಬದಿಯಲ್ಲಿ ಬೆಟ್ಟ ಬಿರುಕು ಬಿಟ್ಟಿದ್ದು ಪ್ರದೇಶದಲ್ಲಿ ಭಾರೀ ಬಂದೋಬಸ್ತ್ ಕೈಗೊಳ್ಳಲಾಗಿದೆ. ವಾಹನ ಸಂಚಾರ ನಿರ್ಬಂಧಿಸಿ ಜಿಲ್ಲಾಧಿಕಾರಿ ಆದೇಶ ಹೊರಡಿಸಿದ್ದಾರೆ. (44, 437, 182, 660)
story12-col1: ಕೊಳ್ಳೇಗಾಲ,ಆ.10– ಅಕ್ರಮ ಖಾತೆ ಮಾಡಿರುವ ಕಂದಾಯ ಭೂಮಿ ವಿಚಾರವಾಗಿ ತಾಲ್ಲೂಕು ಕಚೇರಿ ಎದುರು ಉಪವಾಸ ಸತ್ಯಾಗ್ರಹ ನಡೆಸುತ್ತಿದ್ದ ಇಬ್ಬರು ರೈತರು ಅಸ್ವಸ್ಥಗೊಂಡ ಘಟನೆ ಬುಧವಾರ ನಡೆದಿದೆ. (433, 2089, 576, 2217)
yellow-dot (87, 2329, 99, 2340)
story12-col2: ನಂ.174ರಲ್ಲಿನ 5 ಎಕರೆ ಭೂಮಿಯನ್ನು ಅಕ್ರಮವಾಗಿ ಖಾತೆ ಮಾಡಿಕೊಡಲಾಗಿದೆ. ಈ ಬಗ್ಗೆ ಸಾಕಷ್ಟು ಬಾರಿ ಮನವಿ ಸಲ್ಲಿಸಿದರೂ ಪ್ರಯೋಜನವಾಗಿಲ್ಲ ಎಂದು ರೈತರು ಆರೋಪಿಸಿದರು. (582, 2089, 724, 2198)
flood-damage-image (889, 231, 1091, 353)
cyan-dot (58, 2330, 68, 2340)
yellow-dot (1447, 2329, 1459, 2340)
story4-col1: ಮಡಿಕೇರಿ, ಆ.10– ಅಕ್ರಮವಾಗಿ ಆನೆಯ ದಂತ ಹೊಂದಿದ್ದು ಮಾರಾಟ ಮಾಡಲು ಯತ್ನಿಸುತ್ತಿದ್ದ ಇಬ್ಬರು ಆರೋಪಿಗಳನ್ನು ಬಂಧಿಸುವಲ್ಲಿ ಕೊಡಗು ಜಿಲ್ಲೆಯ ಸಿಐಡಿ ಅರಣ್ಯ ಘಟಕ ಯಶಸ್ವಿಯಾಗಿದೆ. (342, 729, 582, 801)
story5-quote-box (689, 934, 886, 1294)
masthead (44, 81, 1527, 129)
story2-subhead: ಒಂಟಿ ನಳಿಗೆ ಬಂದೂಕಿನಿಂದ ಗುಂಡಿಕ್ಕಿ ಹತ್ಯೆ (1123, 177, 1374, 199)
story7-photo-protest (329, 1380, 771, 1526)
story1-subhead-bar (480, 192, 1091, 225)
story1-photo-highway (44, 196, 473, 429)
